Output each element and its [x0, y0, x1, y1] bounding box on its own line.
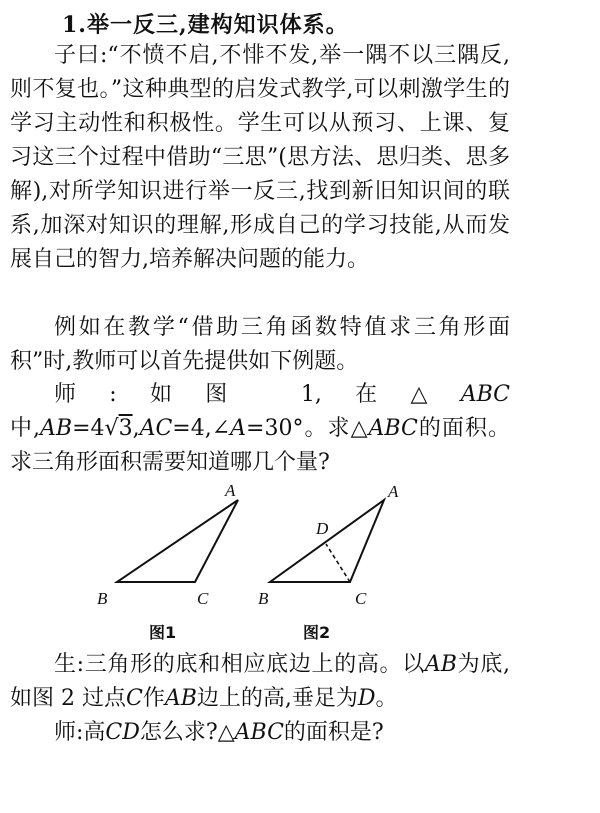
figure1-triangle [117, 500, 238, 582]
paragraph-intro: 子曰:“不愤不启,不悱不发,举一隅不以三隅反,则不复也。”这种典型的启发式教学,可以刺激学生的学习主动性和积极性。学生可以从预习、上课、复习这三个过程中借助“三思”(思方法、思归类、思多解),对所学知识进行举一反三,找到新旧知识间的联系,加深对知识的理解,形成自己的学习技能,从而发展自己的智力,培养解决问题的能力。 [10, 43, 510, 272]
math-ab: AB [424, 652, 457, 677]
paragraph-student-answer [10, 648, 510, 716]
paragraph-teacher-question [10, 378, 510, 480]
math-d: D [357, 686, 376, 711]
math-ab: AB [164, 686, 197, 711]
triangle-figures [0, 470, 600, 620]
figure1-label-a: A [225, 481, 236, 500]
sqrt-radicand: 3 [118, 416, 133, 441]
figure2-label-a: A [388, 482, 399, 501]
figure2-label-c: C [355, 589, 367, 608]
paragraph-example: 例如在教学“借助三角函数特值求三角形面积”时,教师可以首先提供如下例题。 [10, 315, 510, 374]
math-ac: AC [139, 416, 173, 441]
figure2-triangle [270, 500, 384, 582]
text-run: 。 [375, 686, 398, 711]
figure2-altitude-cd [326, 544, 350, 582]
figure2-caption: 图2 [303, 623, 331, 642]
figure1-label-b: B [97, 589, 108, 608]
text-run: 怎么求?△ [139, 720, 235, 745]
figure2-label-b: B [258, 589, 269, 608]
text-run: 师:如图 1,在△ [54, 382, 461, 407]
math-abc: ABC [234, 720, 284, 745]
sqrt-symbol: √3 [104, 416, 133, 441]
text-run: 为底,如图 2 过点 [10, 652, 510, 711]
text-run: 的面积。求三角形面积需要知道哪几个量? [10, 416, 510, 475]
text-run: 生:三角形的底和相应底边上的高。以 [54, 652, 425, 677]
math-cd: CD [105, 720, 140, 745]
paragraph-teacher-followup [10, 716, 510, 750]
text-run: 边上的高,垂足为 [196, 686, 358, 711]
text-run: 中, [10, 416, 41, 441]
math-abc: ABC [460, 382, 510, 407]
text-run: 师:高 [54, 720, 106, 745]
text-run: =4 [72, 416, 105, 441]
text-run: , [132, 416, 140, 441]
text-run: 作 [142, 686, 165, 711]
math-ab: AB [40, 416, 73, 441]
figure1-label-c: C [197, 589, 209, 608]
figure2-label-d: D [316, 519, 329, 538]
text-run: 的面积是? [283, 720, 384, 745]
math-abc: ABC [368, 416, 418, 441]
math-a: A [230, 416, 247, 441]
section-title: 1.举一反三,建构知识体系。 [62, 12, 349, 38]
text-run: =30°。求△ [246, 416, 369, 441]
figure1-caption: 图1 [149, 623, 177, 642]
text-run: =4,∠ [172, 416, 231, 441]
math-c: C [125, 686, 143, 711]
